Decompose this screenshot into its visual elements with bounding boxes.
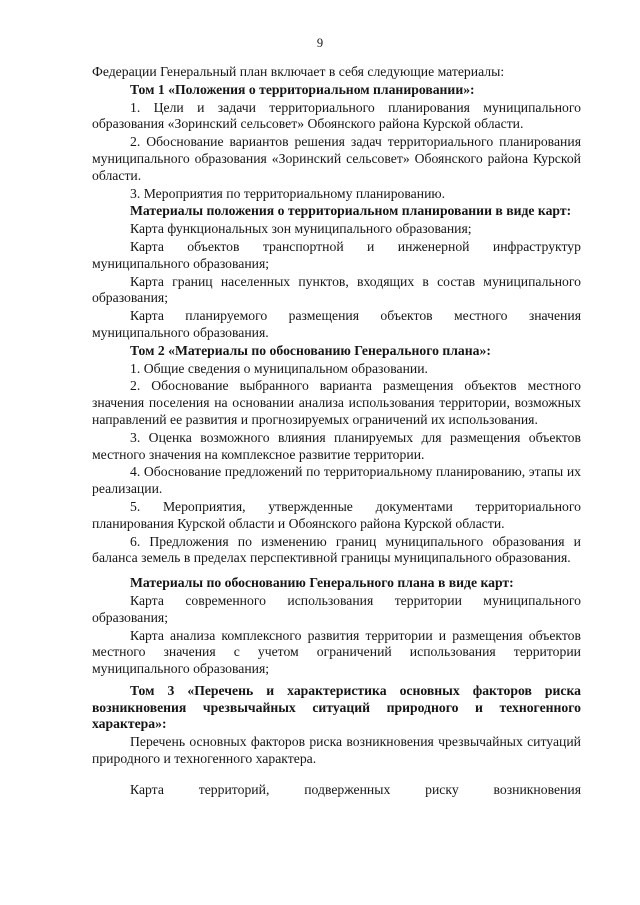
volume-1-map-3: Карта границ населенных пунктов, входящих в состав муниципального образования; [92, 273, 581, 306]
volume-1-item-1: 1. Цели и задачи территориального планирования муниципального образования «Зоринский сельсовет» Обоянского района Курской области. [92, 99, 581, 132]
volume-2-heading: Том 2 «Материалы по обоснованию Генерального плана»: [130, 342, 491, 358]
volume-2-item-4: 4. Обоснование предложений по территориальному планированию, этапы их реализации. [92, 464, 581, 497]
intro-paragraph: Федерации Генеральный план включает в себя следующие материалы: [92, 64, 505, 79]
volume-2-item-1: 1. Общие сведения о муниципальном образовании. [130, 360, 428, 376]
volume-1-maps-heading: Материалы положения о территориальном планировании в виде карт: [130, 203, 572, 219]
document-body [92, 64, 581, 812]
volume-2-map-2: Карта анализа комплексного развития территории и размещения объектов местного значения с учетом ограничений использования территории муниципального образования; [92, 627, 581, 677]
volume-2-map-1: Карта современного использования территории муниципального образования; [92, 592, 581, 625]
volume-1-item-3: 3. Мероприятия по территориальному планированию. [130, 185, 446, 201]
page-number: 9 [316, 36, 324, 50]
volume-1-map-4: Карта планируемого размещения объектов местного значения муниципального образования. [92, 308, 581, 340]
volume-3-heading: Том 3 «Перечень и характеристика основных факторов риска возникновения чрезвычайных ситуаций природного и техногенного характера»: [92, 682, 581, 732]
volume-1-heading: Том 1 «Положения о территориальном планировании»: [130, 81, 475, 97]
volume-1-map-2: Карта объектов транспортной и инженерной инфраструктур муниципального образования; [92, 238, 581, 271]
volume-2-item-5: 5. Мероприятия, утвержденные документами территориального планирования Курской области и Обоянского района Курской области. [92, 498, 581, 531]
volume-1-map-1: Карта функциональных зон муниципального образования; [130, 221, 472, 237]
volume-3-item-2: Карта территорий, подверженных риску возникновения [130, 781, 581, 797]
volume-1-item-2: 2. Обоснование вариантов решения задач территориального планирования муниципального образования «Зоринский сельсовет» Обоянского района Курской области. [92, 134, 581, 183]
volume-2-item-3: 3. Оценка возможного влияния планируемых для размещения объектов местного значения на комплексное развитие территории. [92, 429, 581, 462]
volume-2-item-6: 6. Предложения по изменению границ муниципального образования и баланса земель в пределах перспективной границы муниципального образования. [92, 533, 581, 566]
volume-2-item-2: 2. Обоснование выбранного варианта размещения объектов местного значения поселения на основании анализа использования территории, возможных направлений ее развития и прогнозируемых ограничений их использования. [92, 378, 581, 427]
volume-2-maps-heading: Материалы по обоснованию Генерального плана в виде карт: [130, 575, 514, 591]
volume-3-item-1: Перечень основных факторов риска возникновения чрезвычайных ситуаций природного и техногенного характера. [92, 734, 581, 767]
